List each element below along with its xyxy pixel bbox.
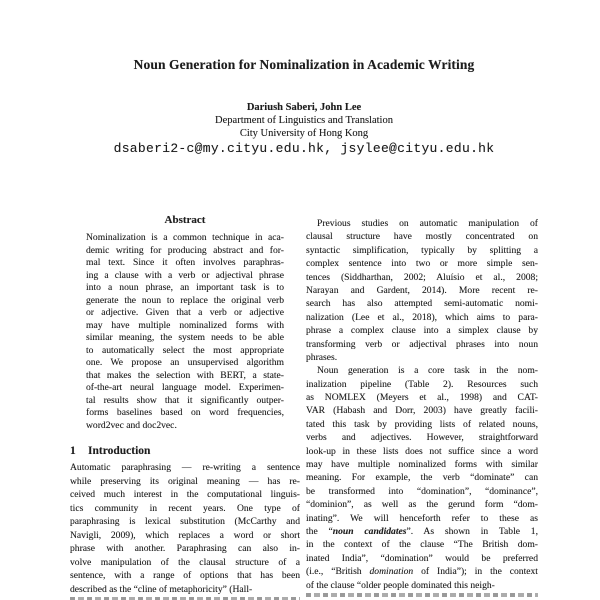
text-line: paraphrasing is lexical substitution (McCarthy and — [70, 516, 300, 527]
text-line: transforming verb or adjectival phrases into noun — [306, 338, 538, 350]
text-line: the “noun candidates”. As shown in Table 1, — [306, 525, 538, 537]
introduction-text — [70, 461, 300, 596]
text-line: tics community in recent years. One type of — [70, 502, 300, 514]
text-line: Nominalization is a common technique in aca- — [86, 232, 284, 243]
abstract-heading: Abstract — [164, 214, 206, 226]
text-line: (i.e., “British domination of India”); in the context — [306, 566, 538, 578]
text-line: tal results show that it significantly outper- — [86, 394, 284, 406]
text-line: of the clause “older people dominated this neigh- — [306, 579, 495, 591]
paper-title: Noun Generation for Nominalization in Academic Writing — [133, 57, 475, 72]
text-line: phrase a complex clause into a simplex clause by — [306, 325, 538, 337]
text-line: inating”. We will henceforth refer to these as — [306, 512, 538, 524]
text-line: syntactic simplification, typically by splitting a — [306, 244, 538, 256]
text-line: search has also attempted semi-automatic nomi- — [306, 298, 538, 310]
text-line: sentence, with a range of options that has been — [70, 570, 300, 581]
section-title: Introduction — [88, 445, 151, 457]
body-paragraph-1 — [306, 217, 538, 364]
text-line: Navigli, 2009), which replaces a word or short — [70, 529, 300, 541]
text-line: look-up in these lists does not suffice since a word — [306, 445, 538, 457]
text-line: described as the “cline of metaphoricity” (Hall- — [70, 583, 253, 595]
text-line: nalization (Lee et al., 2018), which aims to para- — [306, 311, 538, 323]
text-line: meaning. For example, the verb “dominate” can — [306, 472, 538, 484]
text-line: “dominion”, as well as the gerund form “dom- — [306, 499, 538, 511]
text-line: inalization pipeline (Table 2). Resources such — [306, 378, 538, 390]
text-line: while preserving its original meaning — has re- — [70, 475, 300, 487]
text-line: ceived much interest in the computational linguis- — [70, 489, 300, 500]
text-line: phrases. — [306, 351, 338, 363]
two-column-body — [70, 213, 600, 600]
text-line: in the context of the clause “The British dom- — [306, 539, 538, 551]
text-line: that makes the selection with BERT, a state- — [86, 369, 284, 381]
section-heading-introduction — [70, 444, 300, 458]
affiliation-department: Department of Linguistics and Translation — [215, 115, 393, 126]
author-emails: dsaberi2-c@my.cityu.edu.hk, jsylee@cityu.edu.hk — [113, 141, 495, 156]
text-line: volve manipulation of the clausal structure of a — [70, 556, 300, 568]
text-line: Previous studies on automatic manipulation of — [317, 218, 538, 229]
left-column — [70, 213, 300, 600]
author-block — [70, 101, 538, 156]
text-line: VAR (Habash and Dorr, 2003) have greatly facili- — [306, 405, 538, 417]
text-line: mal text. Since it often involves paraphras- — [86, 257, 284, 268]
text-line: be transformed into “domination”, “dominance”, — [306, 485, 538, 497]
text-line: may have multiple nominalized forms with similar — [306, 459, 538, 471]
text-line: similar meaning, the system needs to be able — [86, 332, 284, 343]
text-line: may have multiple nominalized forms with — [86, 319, 284, 331]
text-line: into a noun phrase, an important task is to — [86, 282, 284, 293]
right-column — [306, 213, 538, 600]
text-line: Automatic paraphrasing — re-writing a sentence — [70, 462, 300, 473]
text-line: clausal structure have mostly concentrated on — [306, 231, 538, 243]
text-line: or adjective. Given that a verb or adjective — [86, 307, 284, 318]
section-number: 1 — [70, 445, 76, 457]
author-names: Dariush Saberi, John Lee — [246, 102, 362, 113]
text-line: demic writing for producing abstract and for- — [86, 244, 284, 256]
text-line: of-the-art neural language model. Experimen- — [86, 382, 284, 393]
text-line: Narayan and Gardent, 2014). More recent re- — [306, 284, 538, 296]
text-line: tences (Siddharthan, 2002; Aluísio et al., 2008; — [306, 271, 538, 283]
body-paragraph-2 — [306, 364, 538, 592]
text-line: forms baselines based on word frequencies, — [86, 407, 284, 418]
clipped-line-right — [306, 593, 538, 597]
text-line: inated India”, “domination” would be preferred — [306, 552, 538, 564]
abstract-text — [70, 232, 300, 432]
text-line: ing a clause with a verb or adjectival phrase — [86, 269, 284, 281]
text-line: generate the noun to replace the original verb — [86, 294, 284, 306]
text-line: tated this task by providing lists of related nouns, — [306, 418, 538, 430]
text-line: as NOMLEX (Meyers et al., 1998) and CAT- — [306, 392, 538, 404]
text-line: Noun generation is a core task in the nom- — [317, 365, 538, 377]
text-line: complex sentence into two or more simple sen- — [306, 258, 538, 270]
text-line: one. We propose an unsupervised algorithm — [86, 357, 284, 368]
text-line: to automatically select the most appropriate — [86, 344, 284, 356]
affiliation-university: City University of Hong Kong — [239, 128, 369, 139]
text-line: word2vec and doc2vec. — [86, 419, 177, 431]
text-line: phrase with another. Paraphrasing can also in- — [70, 543, 300, 554]
text-line: verbs and adjectives. However, straightforward — [306, 432, 538, 444]
